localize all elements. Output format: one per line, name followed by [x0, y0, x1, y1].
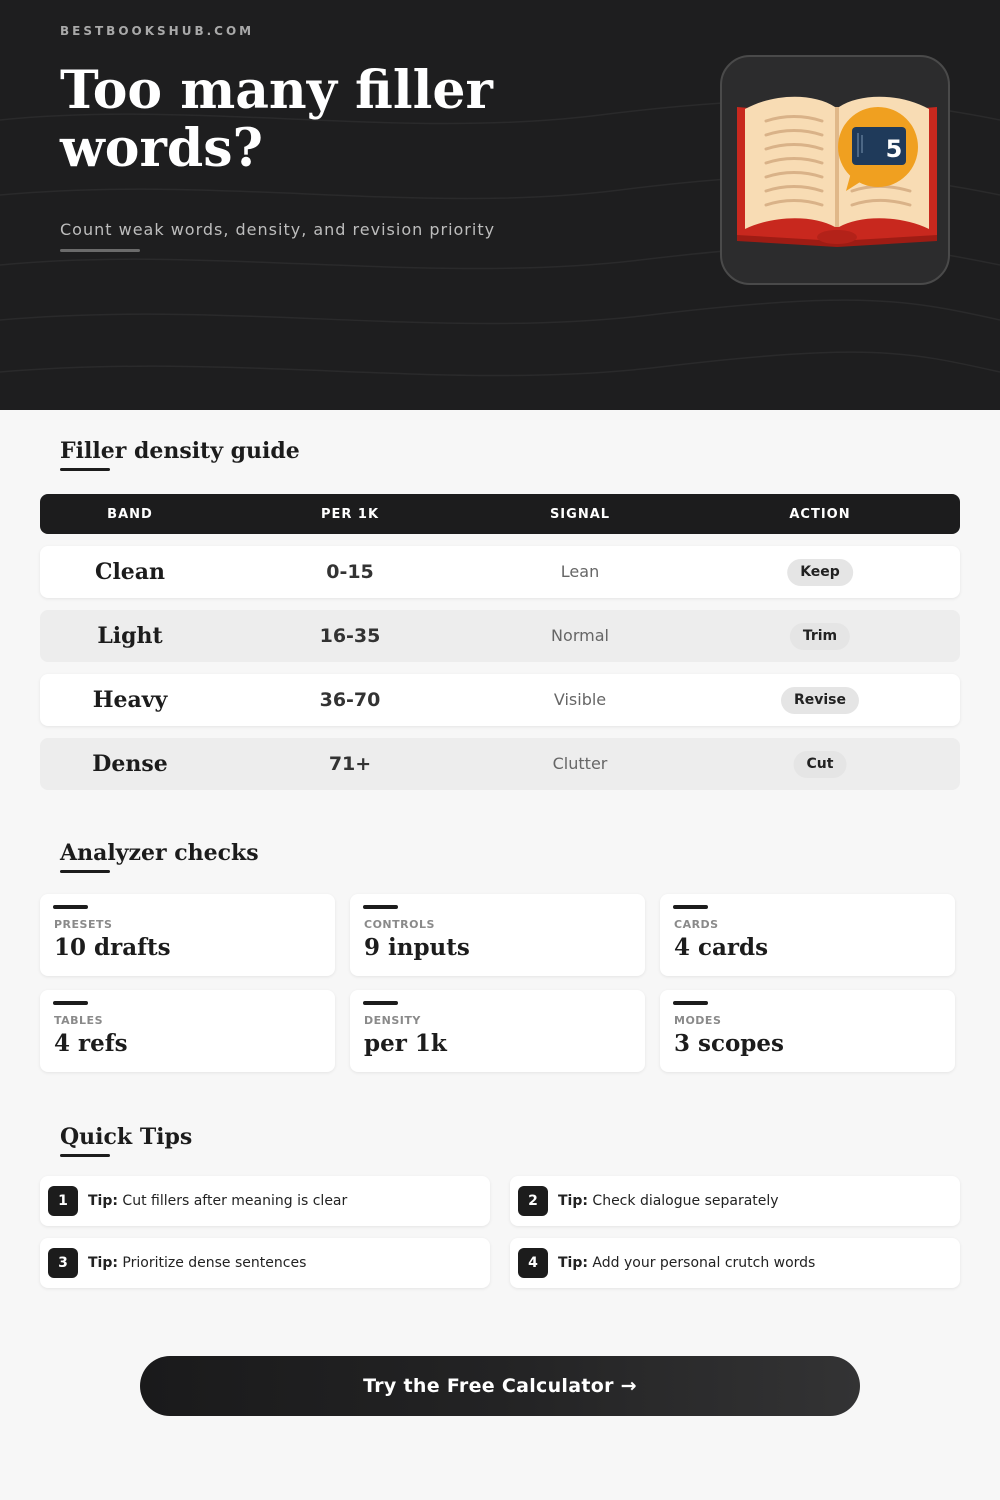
site-name: BESTBOOKSHUB.COM	[60, 24, 255, 38]
action-badge: Revise	[781, 687, 859, 714]
action-badge: Cut	[794, 751, 847, 778]
subtitle-underline	[60, 249, 140, 252]
tip-body: Prioritize dense sentences	[122, 1255, 307, 1271]
per-1k-cell: 16-35	[319, 625, 381, 647]
page-subtitle: Count weak words, density, and revision priority	[60, 220, 496, 239]
table-row	[40, 610, 960, 662]
column-header-per-1k: PER 1K	[320, 507, 380, 522]
analyzer-checks-title-underline	[60, 870, 110, 873]
card-accent-bar	[53, 905, 88, 909]
check-card-presets	[40, 894, 335, 976]
tip-prefix: Tip:	[558, 1193, 588, 1209]
tip-number-badge: 4	[518, 1248, 548, 1278]
column-header-signal: SIGNAL	[549, 507, 611, 522]
card-value: 4 cards	[674, 934, 769, 961]
signal-cell: Visible	[553, 690, 607, 709]
card-accent-bar	[363, 1001, 398, 1005]
density-table-header	[40, 494, 960, 534]
band-cell: Clean	[94, 559, 166, 585]
tip-text	[88, 1176, 347, 1226]
signal-cell: Normal	[551, 626, 609, 645]
tip-body: Cut fillers after meaning is clear	[122, 1193, 348, 1209]
card-label: MODES	[674, 1014, 722, 1027]
card-label: CARDS	[674, 918, 719, 931]
card-value: 10 drafts	[54, 934, 171, 961]
card-label: DENSITY	[364, 1014, 421, 1027]
tip-prefix: Tip:	[88, 1255, 118, 1271]
quick-tips-title: Quick Tips	[60, 1124, 193, 1150]
tip-item	[40, 1238, 490, 1288]
per-1k-cell: 0-15	[326, 561, 374, 583]
check-card-controls	[350, 894, 645, 976]
band-cell: Light	[97, 623, 163, 649]
card-accent-bar	[363, 905, 398, 909]
action-badge: Keep	[787, 559, 853, 586]
card-value: 4 refs	[54, 1030, 128, 1057]
band-cell: Dense	[92, 751, 168, 777]
tip-item	[510, 1238, 960, 1288]
tip-number-badge: 3	[48, 1248, 78, 1278]
signal-cell: Lean	[560, 562, 600, 581]
tip-number-badge: 1	[48, 1186, 78, 1216]
density-guide-title: Filler density guide	[60, 438, 300, 464]
quick-tips-title-underline	[60, 1154, 110, 1157]
check-card-tables	[40, 990, 335, 1072]
app-icon-tile	[720, 55, 950, 285]
page-title: Too many filler words?	[60, 60, 493, 179]
tip-body: Add your personal crutch words	[592, 1255, 816, 1271]
card-label: PRESETS	[54, 918, 113, 931]
density-guide-title-underline	[60, 468, 110, 471]
card-accent-bar	[53, 1001, 88, 1005]
band-cell: Heavy	[92, 687, 168, 713]
per-1k-cell: 71+	[328, 753, 372, 775]
tip-prefix: Tip:	[88, 1193, 118, 1209]
check-card-density	[350, 990, 645, 1072]
icon-badge-number: 5	[885, 135, 903, 163]
tip-text	[558, 1176, 779, 1226]
tip-number-badge: 2	[518, 1186, 548, 1216]
tip-text	[558, 1238, 815, 1288]
open-book-icon	[734, 87, 940, 257]
card-accent-bar	[673, 905, 708, 909]
hero-banner	[0, 0, 1000, 410]
card-value: 9 inputs	[364, 934, 470, 961]
analyzer-checks-title: Analyzer checks	[60, 840, 259, 866]
card-value: 3 scopes	[674, 1030, 784, 1057]
per-1k-cell: 36-70	[319, 689, 381, 711]
card-label: CONTROLS	[364, 918, 435, 931]
tip-body: Check dialogue separately	[592, 1193, 779, 1209]
table-row	[40, 674, 960, 726]
column-header-action: ACTION	[789, 507, 851, 522]
table-row	[40, 738, 960, 790]
action-badge: Trim	[790, 623, 850, 650]
check-card-cards	[660, 894, 955, 976]
check-card-modes	[660, 990, 955, 1072]
column-header-band: BAND	[107, 507, 153, 522]
try-calculator-button[interactable]: Try the Free Calculator →	[140, 1356, 860, 1416]
tip-item	[40, 1176, 490, 1226]
table-row	[40, 546, 960, 598]
card-value: per 1k	[364, 1030, 447, 1057]
signal-cell: Clutter	[552, 754, 608, 773]
tip-text	[88, 1238, 306, 1288]
card-label: TABLES	[54, 1014, 103, 1027]
card-accent-bar	[673, 1001, 708, 1005]
tip-prefix: Tip:	[558, 1255, 588, 1271]
tip-item	[510, 1176, 960, 1226]
